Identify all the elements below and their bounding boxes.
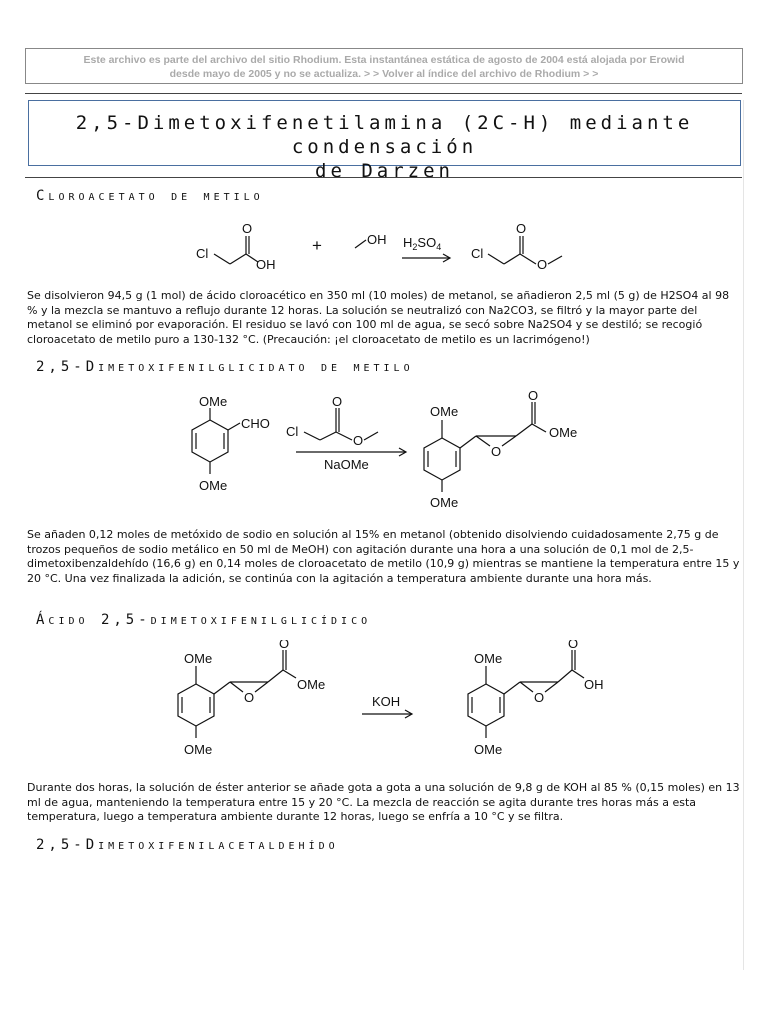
page-border-right — [743, 100, 744, 970]
scheme1-methanol-label: OH — [367, 232, 387, 247]
procedure-glicidato: Se añaden 0,12 moles de metóxido de sodio en solución al 15% en metanol (obtenido disolviendo cuidadosamente 2,75 g de trozos pequeños de sodio metálico en 50 ml de MeOH) con agitación durante una hora a una solución de 0,1 mol de 2,5-dimetoxibenzaldehído (16,6 g) en 0,14 moles de cloroacetato de metilo (10,9 g) mientras se mantiene la temperatura entre 15 y 20 °C. Una vez finalizada la adición, se continúa con la agitación a temperatura ambiente durante una hora más. — [27, 528, 740, 586]
scheme2-reagent-cl: Cl — [286, 424, 299, 439]
title-box — [28, 100, 741, 182]
archive-index-link[interactable]: > > Volver al índice del archivo de Rhodium > > — [363, 68, 599, 80]
scheme3-product-ome-top: OMe — [474, 651, 503, 666]
scheme3-product-carbonyl: O — [568, 640, 579, 651]
divider-below-title — [25, 177, 742, 178]
scheme1-catalyst-label: $H_2SO_4$ — [403, 235, 442, 252]
scheme1-product-cl-label: Cl — [471, 246, 484, 261]
scheme1-product-carbonyl-label: O — [516, 221, 527, 236]
scheme3-epoxide-o: O — [244, 690, 255, 705]
scheme2-product-carbonyl: O — [528, 390, 539, 403]
scheme3-base-label: KOH — [372, 694, 401, 709]
scheme-darzens-condensation — [180, 390, 600, 515]
page-title-line1: 2,5-Dimetoxifenetilamina (2C-H) mediante condensación — [75, 112, 694, 158]
scheme-hydrolysis — [150, 640, 610, 765]
procedure-acido: Durante dos horas, la solución de éster anterior se añade gota a gota a una solución de 9,8 g de KOH al 85 % (0,15 moles) en 13 ml de agua, manteniendo la temperatura entre 15 y 20 °C. La mezcla de reacción se agita durante tres horas más a esta temperatura, luego a temperatura ambiente durante 12 horas, luego se enfría a 10 °C y se filtra. — [27, 781, 740, 824]
scheme2-product-ome-top: OMe — [430, 404, 459, 419]
scheme1-carbonyl-label: O — [242, 221, 253, 236]
archive-notice-line1: Este archivo es parte del archivo del sitio Rhodium. Esta instantánea estática de agosto de 2004 está alojada por Erowid — [83, 54, 685, 66]
scheme3-product-acid: OH — [584, 677, 604, 692]
archive-notice-line2: desde mayo de 2005 y no se actualiza. — [169, 68, 362, 80]
scheme2-product-ome-bottom: OMe — [430, 495, 459, 510]
scheme1-cl-label: Cl — [196, 246, 209, 261]
scheme2-epoxide-o: O — [491, 444, 502, 459]
scheme2-reagent-o: O — [353, 433, 364, 448]
scheme3-ome-top: OMe — [184, 651, 213, 666]
scheme1-oh-label: OH — [256, 257, 276, 272]
scheme3-product-epoxide-o: O — [534, 690, 545, 705]
scheme2-base-label: NaOMe — [324, 457, 369, 472]
scheme1-product-o-label: O — [537, 257, 548, 272]
section-heading-cloroacetato: Cloroacetato de metilo — [36, 188, 264, 204]
scheme3-product-ome-bottom: OMe — [474, 742, 503, 757]
scheme2-cho-label: CHO — [241, 416, 270, 431]
procedure-cloroacetato: Se disolvieron 94,5 g (1 mol) de ácido cloroacético en 350 ml (10 moles) de metanol, se añadieron 2,5 ml (5 g) de H2SO4 al 98 % y la mezcla se mantuvo a reflujo durante 12 horas. La solución se neutralizó con Na2CO3, se filtró y la mayor parte del metanol se eliminó por evaporación. El residuo se lavó con 100 ml de agua, se secó sobre Na2SO4 y se destiló; se recogió cloroacetato de metilo puro a 130-132 °C. (Precaución: ¡el cloroacetato de metilo es un lacrimógeno!) — [27, 289, 730, 347]
section-heading-acido: Ácido 2,5-dimetoxifenilglicídico — [36, 612, 372, 628]
page-title-line2: de Darzen — [315, 160, 454, 182]
scheme2-ome-top: OMe — [199, 394, 228, 409]
scheme2-ome-bottom: OMe — [199, 478, 228, 493]
section-heading-glicidato: 2,5-Dimetoxifenilglicidato de metilo — [36, 359, 414, 375]
page-title — [29, 101, 740, 183]
scheme-esterification — [190, 214, 580, 278]
divider-top — [25, 93, 742, 94]
scheme3-carbonyl: O — [279, 640, 290, 651]
scheme2-reagent-carbonyl: O — [332, 394, 343, 409]
section-heading-acetaldehido: 2,5-Dimetoxifenilacetaldehído — [36, 837, 339, 853]
scheme3-ome-bottom: OMe — [184, 742, 213, 757]
scheme1-plus-sign: + — [312, 236, 322, 255]
scheme2-product-ester: OMe — [549, 425, 578, 440]
archive-notice — [25, 48, 743, 84]
scheme3-ester: OMe — [297, 677, 326, 692]
